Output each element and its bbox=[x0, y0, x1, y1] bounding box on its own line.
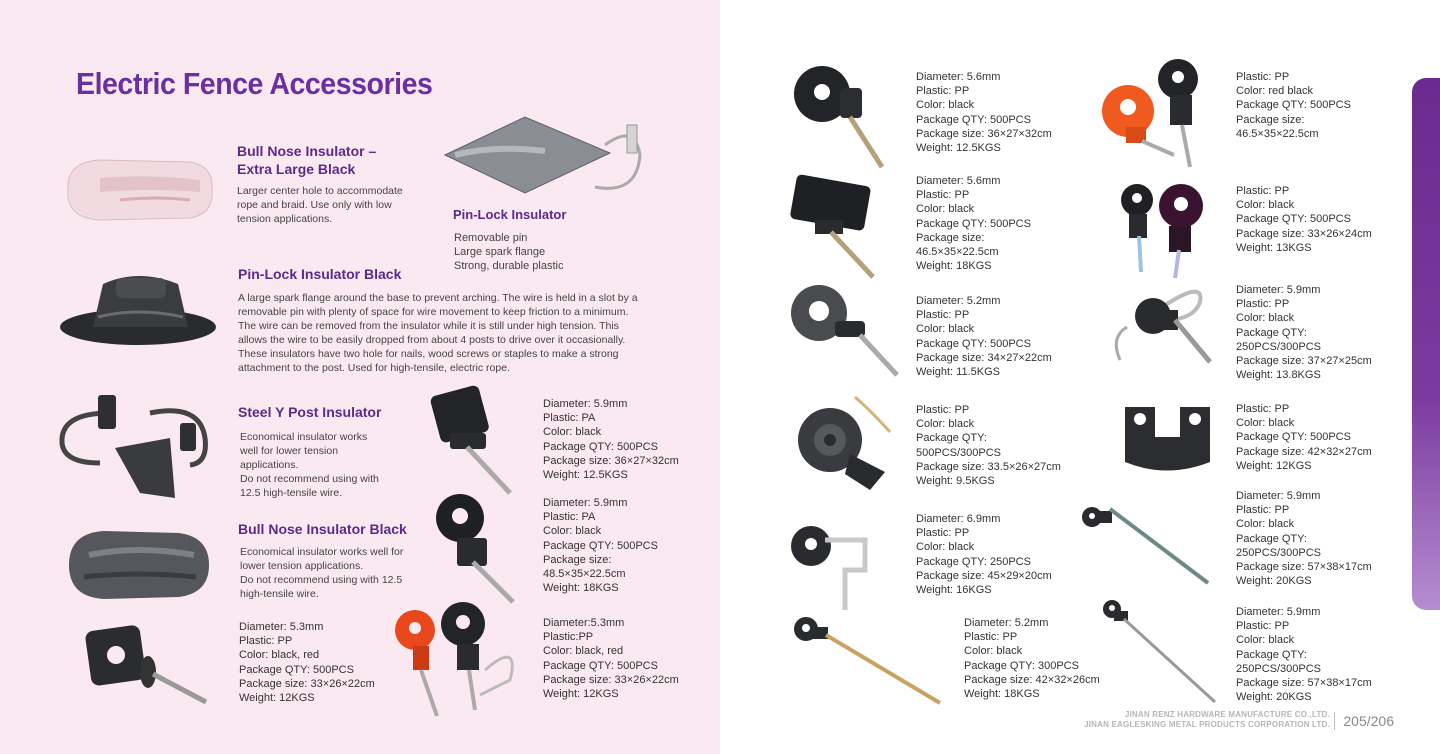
r6-spec: Diameter: 5.2mm Plastic: PP Color: black Package QTY: 300PCS Package size: 42×32×26cm Weight: 18KGS bbox=[964, 617, 1100, 701]
bull-nose-xl-heading-1: Bull Nose Insulator – bbox=[237, 143, 377, 159]
spec-b: Diameter: 5.9mm Plastic: PA Color: black Package QTY: 500PCS Package size: 48.5×35×22.5cm Weight: 18KGS bbox=[543, 497, 658, 595]
spec-c: Diameter: 5.3mm Plastic: PP Color: black, red Package QTY: 500PCS Package size: 33×26×22cm Weight: 12KGS bbox=[239, 621, 375, 705]
r6-image bbox=[790, 615, 945, 710]
steel-y-desc: Economical insulator works well for lower tension applications. Do not recommend using with 12.5 high-tensile wire. bbox=[240, 431, 379, 499]
c1-spec: Plastic: PP Color: red black Package QTY: 500PCS Package size: 46.5×35×22.5cm bbox=[1236, 71, 1351, 140]
steel-y-heading: Steel Y Post Insulator bbox=[238, 404, 382, 420]
ring-pa-insulator-image bbox=[425, 490, 520, 605]
black-pa-insulator-image bbox=[425, 385, 520, 495]
bull-nose-xl-desc: Larger center hole to accommodate rope and braid. Use only with low tension applications. bbox=[237, 185, 403, 225]
c1-image bbox=[1098, 55, 1218, 170]
c3-image bbox=[1105, 282, 1215, 372]
bull-nose-xl-heading-2: Extra Large Black bbox=[237, 161, 356, 177]
bull-nose-xl-image bbox=[60, 150, 220, 230]
c4-spec: Plastic: PP Color: black Package QTY: 500PCS Package size: 42×32×27cm Weight: 12KGS bbox=[1236, 403, 1372, 472]
footer-company: JINAN RENZ HARDWARE MANUFACTURE CO.,LTD. JINAN EAGLESKING METAL PRODUCTS CORPORATION LTD. bbox=[1084, 710, 1330, 729]
page-number: 205/206 bbox=[1334, 712, 1394, 730]
section-tab bbox=[1412, 78, 1440, 610]
page-title: Electric Fence Accessories bbox=[76, 66, 433, 101]
bull-nose-black-image bbox=[64, 525, 214, 605]
r1-spec: Diameter: 5.6mm Plastic: PP Color: black Package QTY: 500PCS Package size: 36×27×32cm Weight: 12.5KGS bbox=[916, 71, 1052, 155]
bull-nose-black-desc: Economical insulator works well for lower tension applications. Do not recommend using with 12.5 high-tensile wire. bbox=[240, 546, 404, 600]
c4-image bbox=[1120, 397, 1215, 479]
pin-lock-image bbox=[445, 115, 645, 205]
r3-image bbox=[785, 283, 900, 383]
c2-image bbox=[1115, 180, 1215, 280]
red-black-insulator-image bbox=[385, 600, 530, 720]
r5-spec: Diameter: 6.9mm Plastic: PP Color: black Package QTY: 250PCS Package size: 45×29×20cm Weight: 16KGS bbox=[916, 513, 1052, 597]
r2-image bbox=[785, 172, 895, 282]
c6-spec: Diameter: 5.9mm Plastic: PP Color: black Package QTY: 250PCS/300PCS Package size: 57×38×17cm Weight: 20KGS bbox=[1236, 606, 1372, 704]
c6-image bbox=[1100, 597, 1220, 707]
r3-spec: Diameter: 5.2mm Plastic: PP Color: black Package QTY: 500PCS Package size: 34×27×22cm Weight: 11.5KGS bbox=[916, 295, 1052, 379]
r4-spec: Plastic: PP Color: black Package QTY: 500PCS/300PCS Package size: 33.5×26×27cm Weight: 9.5KGS bbox=[916, 404, 1061, 488]
spec-d: Diameter:5.3mm Plastic:PP Color: black, red Package QTY: 500PCS Package size: 33×26×22cm Weight: 12KGS bbox=[543, 617, 679, 701]
r1-image bbox=[790, 62, 890, 172]
c3-spec: Diameter: 5.9mm Plastic: PP Color: black Package QTY: 250PCS/300PCS Package size: 37×27×25cm Weight: 13.8KGS bbox=[1236, 284, 1372, 382]
r4-image bbox=[790, 392, 895, 497]
pin-lock-black-heading: Pin-Lock Insulator Black bbox=[238, 266, 402, 282]
pin-lock-desc: Removable pin Large spark flange Strong, durable plastic bbox=[454, 232, 564, 272]
spec-a: Diameter: 5.9mm Plastic: PA Color: black Package QTY: 500PCS Package size: 36×27×32cm Weight: 12.5KGS bbox=[543, 398, 679, 482]
c5-spec: Diameter: 5.9mm Plastic: PP Color: black Package QTY: 250PCS/300PCS Package size: 57×38×17cm Weight: 20KGS bbox=[1236, 490, 1372, 588]
pin-lock-black-image bbox=[58, 272, 220, 372]
r5-image bbox=[785, 510, 885, 615]
pin-lock-heading: Pin-Lock Insulator bbox=[453, 207, 567, 222]
c5-image bbox=[1078, 495, 1213, 590]
r2-spec: Diameter: 5.6mm Plastic: PP Color: black Package QTY: 500PCS Package size: 46.5×35×22.5cm Weight: 18KGS bbox=[916, 175, 1031, 273]
steel-y-post-image bbox=[60, 393, 215, 503]
pin-lock-black-desc: A large spark flange around the base to prevent arching. The wire is held in a slot by a removable pin with plenty of space for wire movement to keep friction to a minimum. The wire can be removed from the insulator while it is still under high tension. This allows the wire to be easily dropped from about 4 posts to drive over it occasionally. These insulators have two hole for nails, wood screws or staples to make a strong attachment to the post. Used for high-tensile, electric rope. bbox=[238, 292, 638, 374]
bull-nose-black-heading: Bull Nose Insulator Black bbox=[238, 521, 407, 537]
c2-spec: Plastic: PP Color: black Package QTY: 500PCS Package size: 33×26×24cm Weight: 13KGS bbox=[1236, 185, 1372, 254]
square-screw-insulator-image bbox=[78, 622, 213, 712]
